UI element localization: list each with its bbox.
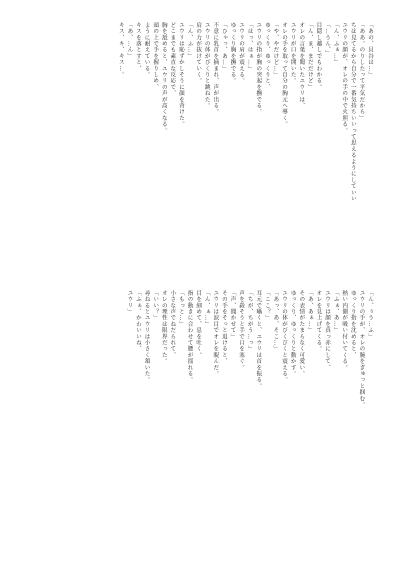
text-column: キス、キ、キス…。 [117, 22, 124, 78]
text-column: 「あ、あぁ…」 [306, 290, 313, 334]
text-column: 「ん、ふぁ…」 [332, 22, 339, 66]
text-column: 不意に乳首を摘まれ、声が出る。 [212, 22, 219, 115]
text-column: 「あ、…ん」 [126, 22, 133, 60]
text-column: どこまでも素直な反応で、 [169, 22, 176, 97]
text-column: 目隠し越しでもわかる。 [315, 22, 322, 91]
text-column: 「ちが、ちがう…っ」 [246, 290, 253, 352]
text-column: 「あっ、あ、そこ…」 [272, 290, 279, 352]
text-column: 「ん、ま、まだだけど」 [306, 22, 313, 91]
text-column: ように耐えている。 [143, 22, 150, 78]
text-column: ユウリの指が胸の突起を撫でる。 [255, 22, 262, 115]
text-column: 「ひゃっ、あ…」 [220, 22, 227, 72]
text-column: ユウリの体がびくびくと震える。 [281, 290, 288, 383]
text-column: ゆっくり、ゆっくりと動かす。 [289, 290, 296, 377]
text-column: ユウリは顔を真っ赤にして、 [324, 290, 331, 371]
text-column: その表情がたまらなく可愛い。 [298, 290, 305, 377]
text-column: 頭の上で手を握りしめ、 [152, 22, 159, 91]
text-column: ユウリの顔が、オレの手の中で火照る。 [341, 22, 348, 134]
text-column: 「声、聞かせて」 [229, 290, 236, 340]
text-column: その手をそっと退けると、 [220, 290, 227, 365]
text-column: 小さな声でねだられて、 [169, 290, 176, 359]
text-column: 「や、やだけど…」 [272, 22, 279, 78]
text-column: 肩の力が抜けていく。 [195, 22, 202, 84]
text-column: 「ここ？」 [263, 290, 270, 321]
text-column: 「いい？」 [152, 290, 159, 321]
text-column: 「ふぁ、あ…」 [332, 290, 339, 334]
text-column: キスを落とすと、 [134, 22, 141, 72]
text-column: ユウリは恥ずかしそうに顔を背けた。 [177, 22, 184, 128]
text-column: 熱い内側が吸い付いてくる。 [341, 290, 348, 371]
text-column: オレの言葉を聞いたユウリは、 [298, 22, 305, 109]
text-column: ゆっくり、ゆっくりと、 [263, 22, 270, 91]
text-column: ユウリの手が、オレの腕をぎゅっと掴む。 [358, 290, 365, 408]
text-column: 声を殺そうと手で口を塞ぐ。 [238, 290, 245, 371]
text-column: ゆっくり胸を撫でる。 [229, 22, 236, 84]
text-column: 胸を舐めると、ユウリの声が高くなる。 [160, 22, 167, 134]
text-column: 「ああ。のりしたって平気だから」 [358, 22, 365, 122]
text-column: 「もっと…」 [177, 290, 184, 328]
text-column: ちは見てるから自分で一番気持ちいいって思えるようにしていい [349, 22, 356, 202]
text-column: オレの理性は限界だった。 [160, 290, 167, 365]
text-column: 「あの、貝谷は…」 [367, 22, 373, 78]
text-column: 目を細めて、息を吐く。 [195, 290, 202, 359]
text-column: 「ふぁ、かわいいね、 [134, 290, 141, 352]
text-column: オレを見上げてくる。 [315, 290, 322, 352]
text-column: ゆっくり指を沈めると、 [349, 290, 356, 359]
text-column: ユウリが口を開いた。 [289, 22, 296, 84]
text-column: 耳元で囁くと、ユウリは首を振る。 [255, 290, 262, 390]
text-column: 指の動きに合わせて腰が揺れる。 [186, 290, 193, 383]
text-column: オレの手を取って自分の胸元へ導く。 [281, 22, 288, 128]
text-column: 尋ねるとユウリは小さく頷いた。 [143, 290, 150, 383]
text-column: 「はっ、はぁ…」 [246, 22, 253, 72]
text-column: 「ん、ぅう…ふ」 [367, 290, 373, 340]
text-column: ユウリは涙目でオレを睨んだ。 [212, 290, 219, 377]
text-column: 「ん、ぁ…」 [203, 290, 210, 328]
text-column: ユウリの体がぴくりと跳ねた。 [203, 22, 210, 109]
text-column: 「…うん、」 [324, 22, 331, 57]
text-column: ユウリ」 [126, 290, 133, 315]
bottom-text-block [26, 290, 374, 552]
text-column: 「ん、ふ…」 [186, 22, 193, 60]
text-column: ユウリの肩が震える。 [238, 22, 245, 84]
top-text-block [26, 22, 374, 284]
